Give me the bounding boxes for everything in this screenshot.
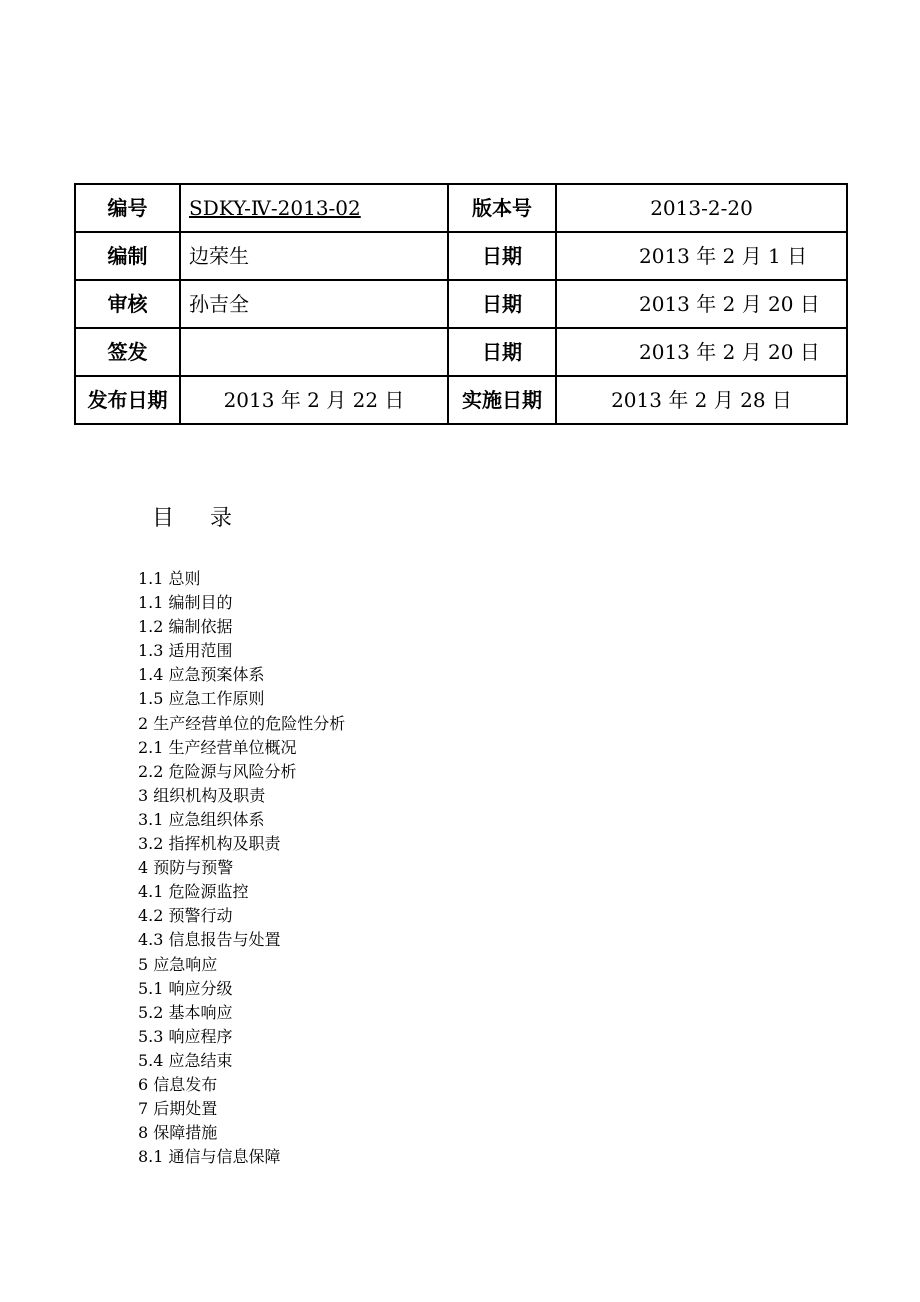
- version-label: 版本号: [448, 184, 556, 232]
- table-row: [75, 376, 847, 424]
- issue-date-label: 日期: [448, 328, 556, 376]
- toc-item[interactable]: 2 生产经营单位的危险性分析: [138, 713, 346, 733]
- document-info-table: [74, 183, 848, 425]
- publish-date-value: 2013 年 2 月 22 日: [180, 376, 448, 424]
- review-date-label: 日期: [448, 280, 556, 328]
- toc-item[interactable]: 2.1 生产经营单位概况: [138, 737, 297, 757]
- toc-item[interactable]: 5.4 应急结束: [138, 1050, 233, 1070]
- compiler-value: 边荣生: [180, 232, 448, 280]
- toc-list: [138, 567, 345, 1169]
- toc-item[interactable]: 4.2 预警行动: [138, 906, 233, 926]
- toc-item[interactable]: 1.2 编制依据: [138, 617, 233, 637]
- toc-item[interactable]: 8 保障措施: [138, 1123, 218, 1143]
- reviewer-label: 审核: [75, 280, 180, 328]
- toc-item[interactable]: 8.1 通信与信息保障: [138, 1147, 281, 1167]
- review-date-value: 2013 年 2 月 20 日: [556, 280, 847, 328]
- doc-number-text: SDKY-Ⅳ-2013-02: [189, 196, 361, 220]
- reviewer-value: 孙吉全: [180, 280, 448, 328]
- issue-date-value: 2013 年 2 月 20 日: [556, 328, 847, 376]
- effective-date-value: 2013 年 2 月 28 日: [556, 376, 847, 424]
- publish-date-label: 发布日期: [75, 376, 180, 424]
- toc-item[interactable]: 4.1 危险源监控: [138, 882, 249, 902]
- issuer-label: 签发: [75, 328, 180, 376]
- table-row: [75, 280, 847, 328]
- toc-item[interactable]: 1.1 编制目的: [138, 593, 233, 613]
- toc-item[interactable]: 3.2 指挥机构及职责: [138, 834, 281, 854]
- issuer-value: [180, 328, 448, 376]
- toc-item[interactable]: 5 应急响应: [138, 954, 218, 974]
- compile-date-value: 2013 年 2 月 1 日: [556, 232, 847, 280]
- toc-item[interactable]: 4 预防与预警: [138, 858, 234, 878]
- toc-item[interactable]: 5.1 响应分级: [138, 978, 233, 998]
- toc-item[interactable]: 1.4 应急预案体系: [138, 665, 265, 685]
- toc-item[interactable]: 1.1 总则: [138, 569, 201, 588]
- toc-item[interactable]: 4.3 信息报告与处置: [138, 930, 281, 950]
- toc-title: 目录: [152, 506, 269, 531]
- table-row: [75, 328, 847, 376]
- toc-item[interactable]: 1.3 适用范围: [138, 641, 233, 661]
- doc-number-value: [180, 184, 448, 232]
- table-row: [75, 184, 847, 232]
- toc-item[interactable]: 7 后期处置: [138, 1099, 218, 1119]
- compile-date-label: 日期: [448, 232, 556, 280]
- toc-item[interactable]: 6 信息发布: [138, 1074, 218, 1094]
- toc-item[interactable]: 2.2 危险源与风险分析: [138, 761, 297, 781]
- doc-number-label: 编号: [75, 184, 180, 232]
- toc-item[interactable]: 5.3 响应程序: [138, 1026, 233, 1046]
- table-row: [75, 232, 847, 280]
- toc-item[interactable]: 3.1 应急组织体系: [138, 809, 265, 829]
- version-value: 2013-2-20: [556, 184, 847, 232]
- effective-date-label: 实施日期: [448, 376, 556, 424]
- toc-item[interactable]: 3 组织机构及职责: [138, 785, 266, 805]
- toc-item[interactable]: 5.2 基本响应: [138, 1002, 233, 1022]
- toc-item[interactable]: 1.5 应急工作原则: [138, 689, 265, 709]
- compiler-label: 编制: [75, 232, 180, 280]
